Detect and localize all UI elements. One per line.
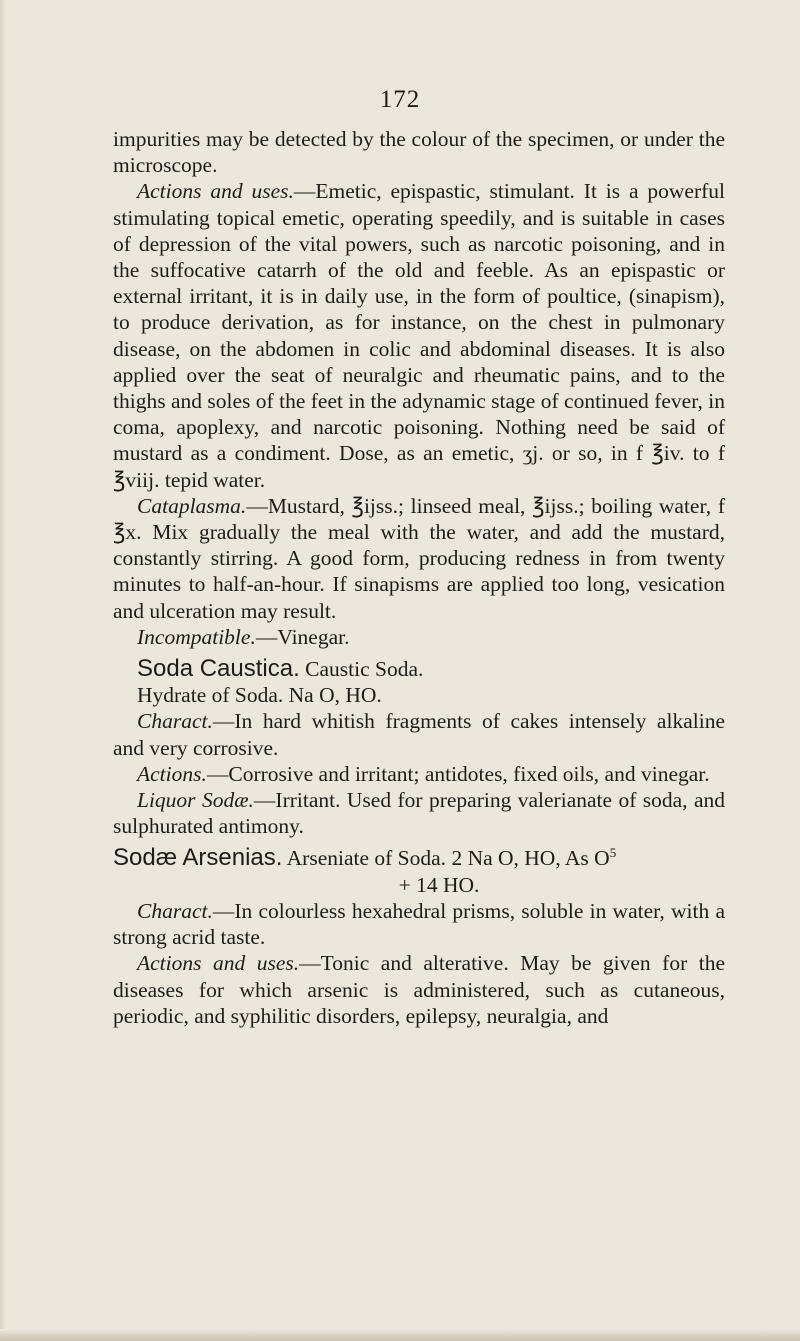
section-label: Cataplasma.: [137, 493, 247, 518]
chemical-formula-cont: + 14 HO.: [398, 872, 480, 897]
sodae-arsenias-heading: [113, 845, 725, 871]
paragraph-cataplasma: [113, 493, 725, 624]
section-label: Liquor Sodæ.: [137, 788, 254, 813]
chemical-formula: 2 Na O, HO, As O: [451, 846, 610, 871]
soda-caustica-actions: [113, 761, 725, 787]
paragraph-text: —Emetic, epispastic, stimulant. It is a powerful stimulating topical emetic, operating speedily, and is suitable in cases of depression of the vital powers, such as narcotic poisoning, and in the suffocative catarrh of the old and feeble. As an epispastic or external irritant, it is in daily use, in the form of poultice, (sinapism), to produce derivation, as for instance, on the chest in pulmonary disease, on the abdomen in colic and abdominal diseases. It is also applied over the seat of neuralgic and rheumatic pains, and to the thighs and soles of the feet in the adynamic stage of continued fever, in coma, apoplexy, and narcotic poisoning. Nothing need be said of mustard as a condiment. Dose, as an emetic, ʒj. or so, in f ℥iv. to f ℥viij. tepid water.: [113, 179, 725, 492]
section-label: Incompatible.: [137, 624, 256, 649]
formula-superscript: 5: [609, 845, 617, 861]
soda-caustica-liquor: [113, 787, 725, 839]
paragraph-actions-and-uses: [113, 178, 725, 492]
section-label: Actions and uses.: [137, 951, 300, 976]
section-label: Actions and uses.: [137, 179, 294, 204]
soda-caustica-charact: [113, 708, 725, 760]
entry-subtitle: Arseniate of Soda.: [286, 846, 447, 871]
paragraph-text: —In colourless hexahedral prisms, soluble in water, with a strong acrid taste.: [113, 898, 725, 950]
paragraph-impurities: [113, 126, 725, 178]
paragraph-text: —In hard whitish fragments of cakes intensely alkaline and very corrosive.: [113, 709, 725, 760]
page-edge: [0, 0, 6, 1341]
paragraph-text: —Irritant. Used for preparing valerianate of soda, and sulphurated antimony.: [113, 788, 725, 839]
paragraph-text: Hydrate of Soda. Na O, HO.: [137, 683, 382, 708]
page-number: 172: [379, 86, 421, 113]
section-label: Charact.: [137, 709, 213, 734]
soda-caustica-heading: [113, 656, 725, 682]
paragraph-text: —Vinegar.: [255, 624, 350, 649]
sodae-arsenias-actions: [113, 950, 725, 1029]
paragraph-text: —Mustard, ℥ijss.; linseed meal, ℥ijss.; boiling water, f ℥x. Mix gradually the meal with the water, and add the mustard, constantly stirring. A good form, producing redness in from twenty minutes to half-an-hour. If sinapisms are applied too long, vesication and ulceration may result.: [113, 493, 725, 623]
page-bottom-shadow: [0, 1329, 800, 1341]
paragraph-text: —Tonic and alterative. May be given for the diseases for which arsenic is administered, such as cutaneous, periodic, and syphilitic disorders, epilepsy, neuralgia, and: [113, 951, 725, 1028]
section-label: Charact.: [137, 898, 213, 923]
entry-subtitle: Caustic Soda.: [305, 657, 424, 682]
paragraph-incompatible: [113, 624, 725, 650]
paragraph-text: —Corrosive and irritant; antidotes, fixed oils, and vinegar.: [206, 761, 710, 786]
page-body: [113, 126, 725, 1029]
section-label: Actions.: [137, 761, 207, 786]
paragraph-text: impurities may be detected by the colour of the specimen, or under the microscope.: [113, 127, 725, 178]
sodae-arsenias-charact: [113, 898, 725, 950]
entry-heading: Soda Caustica.: [137, 655, 300, 683]
entry-heading: Sodæ Arsenias.: [113, 844, 283, 872]
soda-caustica-hydrate: [113, 682, 725, 708]
formula-continuation: [113, 872, 725, 898]
